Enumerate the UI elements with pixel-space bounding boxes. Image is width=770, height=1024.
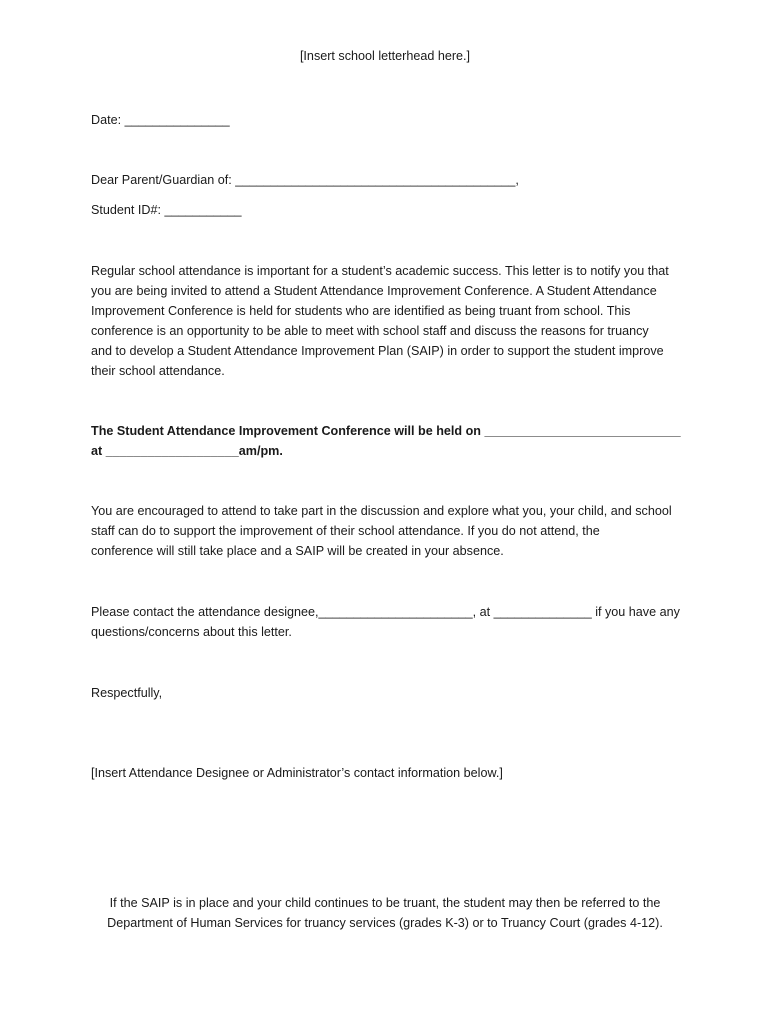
encourage-line: You are encouraged to attend to take part in the discussion and explore what you, your child, and school [91,504,672,518]
student-id-line: Student ID#: ___________ [91,203,242,217]
conference-notice-line: The Student Attendance Improvement Conference will be held on ____________________________ [91,424,681,438]
contact-line: questions/concerns about this letter. [91,625,292,639]
dear-line: Dear Parent/Guardian of: ________________________________________, [91,173,519,187]
intro-line: you are being invited to attend a Student Attendance Improvement Conference. A Student Attendance [91,284,657,298]
closing: Respectfully, [91,686,163,700]
intro-line: Improvement Conference is held for students who are identified as being truant from school. This [91,304,631,318]
intro-line: conference is an opportunity to be able to meet with school staff and discuss the reasons for truancy [91,324,649,338]
encourage-line: staff can do to support the improvement of their school attendance. If you do not attend, the [91,524,600,538]
intro-line: Regular school attendance is important for a student’s academic success. This letter is to notify you that [91,264,669,278]
encourage-paragraph [91,501,691,561]
conference-notice-line: at ___________________am/pm. [91,444,283,458]
intro-line: and to develop a Student Attendance Improvement Plan (SAIP) in order to support the student improve [91,344,664,358]
intro-paragraph [91,261,691,381]
contact-paragraph [91,602,691,642]
footer-note-line: If the SAIP is in place and your child continues to be truant, the student may then be referred to the [109,896,661,910]
footer-note [0,893,770,933]
signature-placeholder: [Insert Attendance Designee or Administrator’s contact information below.] [91,766,503,780]
date-line: Date: _______________ [91,113,230,127]
contact-line: Please contact the attendance designee,______________________, at ______________ if you have any [91,605,680,619]
intro-line: their school attendance. [91,364,225,378]
footer-note-line: Department of Human Services for truancy services (grades K-3) or to Truancy Court (grades 4-12). [107,916,663,930]
letterhead-placeholder: [Insert school letterhead here.] [299,49,471,63]
encourage-line: conference will still take place and a SAIP will be created in your absence. [91,544,504,558]
conference-notice [91,421,691,461]
